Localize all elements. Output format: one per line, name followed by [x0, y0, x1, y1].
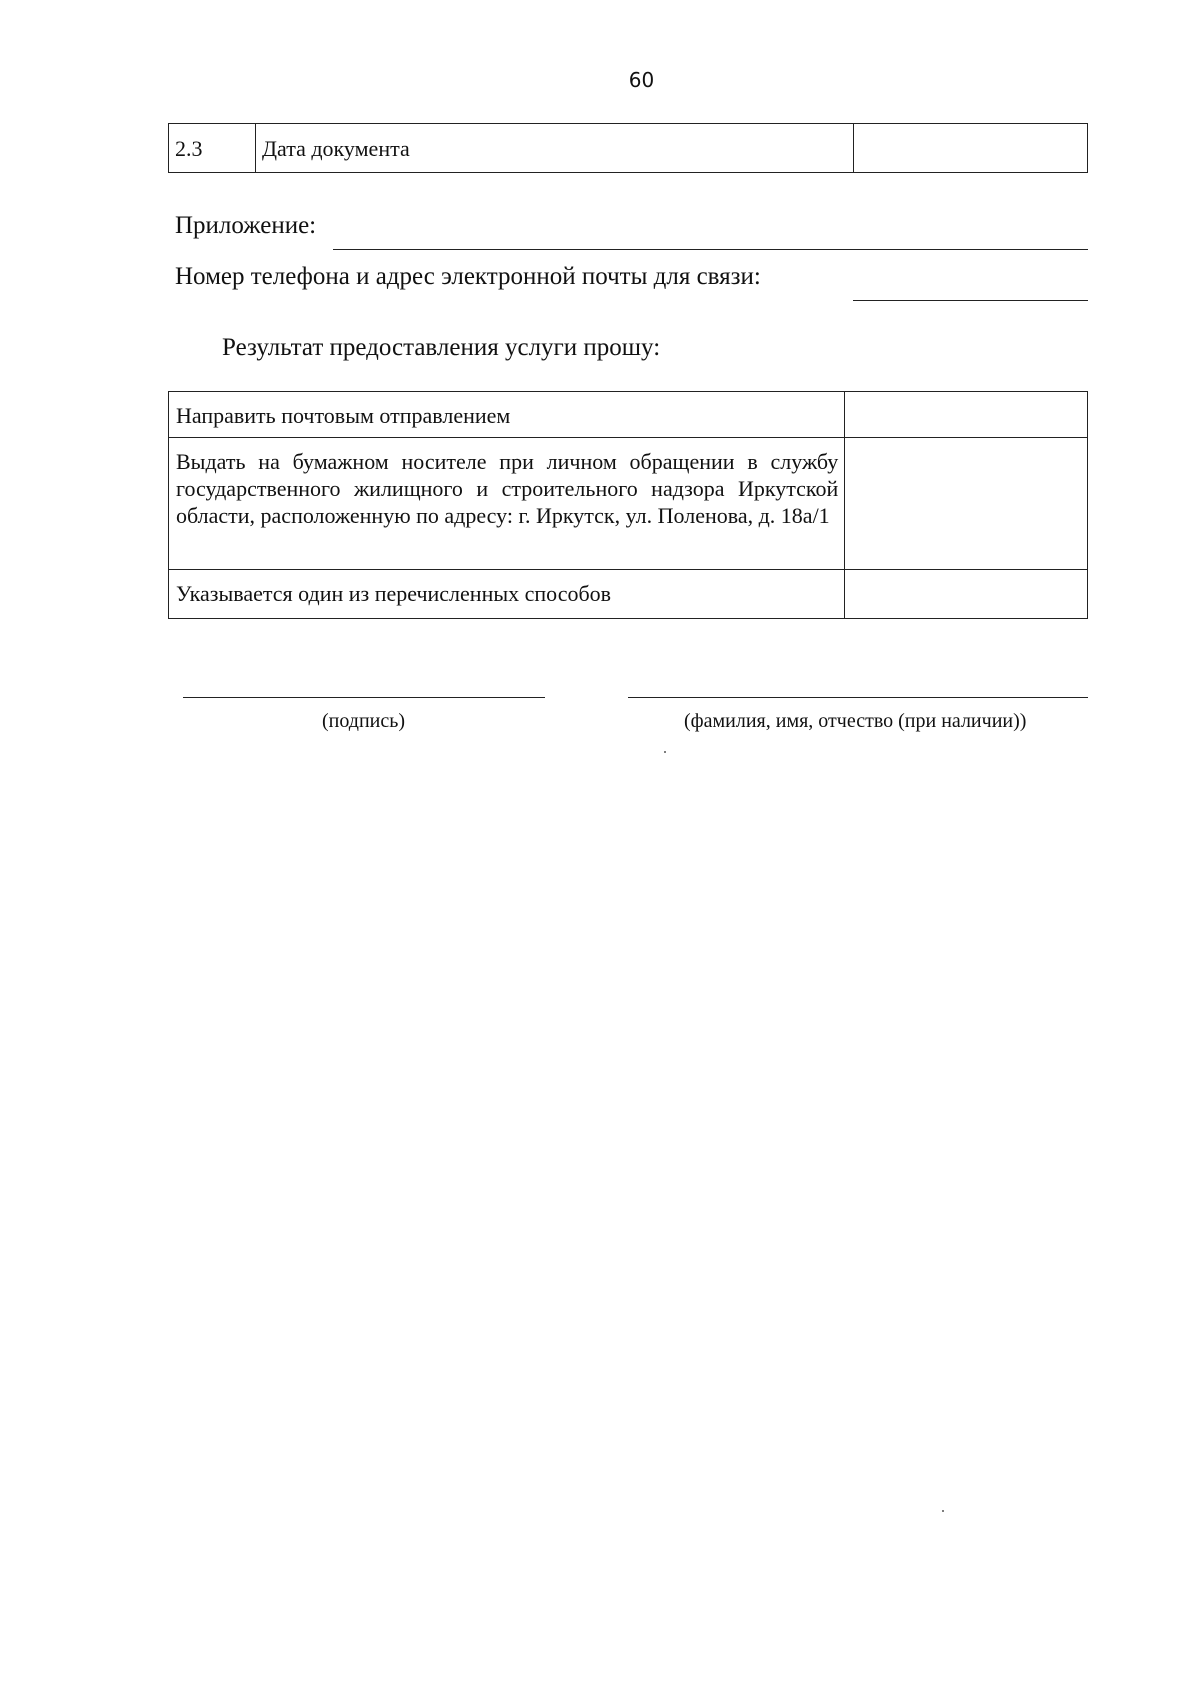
row-number-cell: 2.3: [169, 124, 256, 173]
result-options-table: [168, 391, 1088, 619]
signature-line[interactable]: [183, 697, 545, 698]
attachment-field-line[interactable]: [333, 249, 1088, 250]
contact-field-line[interactable]: [853, 300, 1088, 301]
fullname-line[interactable]: [628, 697, 1088, 698]
option-mark-cell[interactable]: [845, 570, 1088, 619]
option-mark-cell[interactable]: [845, 438, 1088, 570]
option-text-cell: Направить почтовым отправлением: [169, 392, 845, 438]
document-date-value-cell[interactable]: [854, 124, 1088, 173]
option-text-cell: Выдать на бумажном носителе при личном обращении в службу государственного жилищного и строительного надзора Иркутской области, расположенную по адресу: г. Иркутск, ул. Поленова, д. 18а/1: [169, 438, 845, 570]
row-label-cell: Дата документа: [256, 124, 854, 173]
option-text-cell: Указывается один из перечисленных способов: [169, 570, 845, 619]
table-row: [169, 570, 1088, 619]
page-number: 60: [628, 68, 655, 92]
contact-label: Номер телефона и адрес электронной почты для связи:: [175, 263, 761, 290]
table-row: [169, 124, 1088, 173]
fullname-caption: (фамилия, имя, отчество (при наличии)): [684, 710, 1027, 732]
table-row: [169, 392, 1088, 438]
table-row: [169, 438, 1088, 570]
scan-speck: [664, 751, 666, 753]
attachment-label: Приложение:: [175, 212, 317, 239]
scan-speck: [942, 1510, 944, 1512]
document-date-table: [168, 123, 1088, 173]
signature-caption: (подпись): [322, 710, 406, 732]
result-heading: Результат предоставления услуги прошу:: [222, 334, 661, 361]
option-mark-cell[interactable]: [845, 392, 1088, 438]
